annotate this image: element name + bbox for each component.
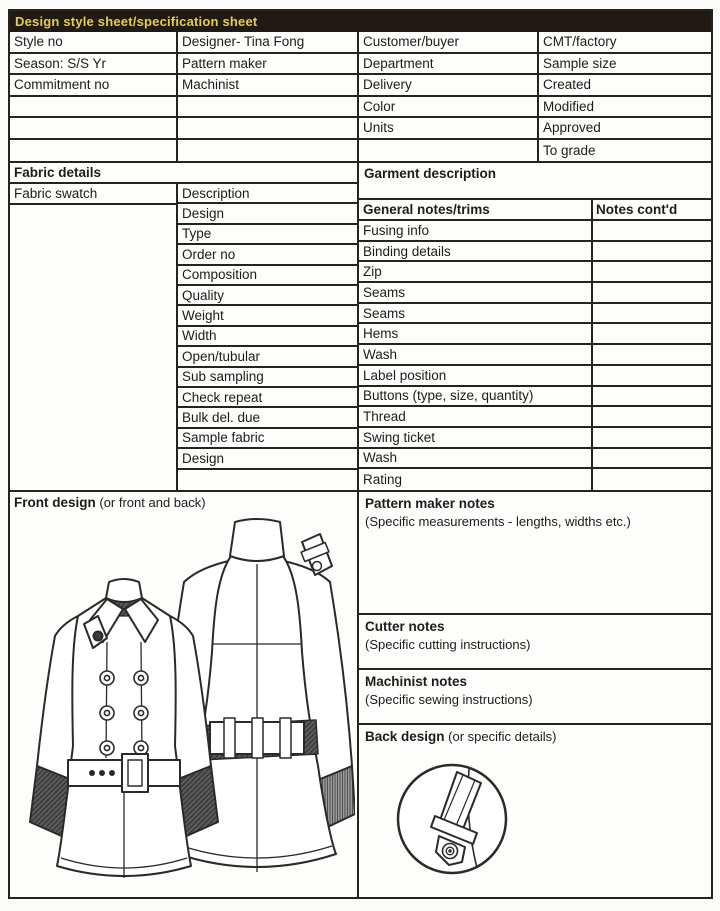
notes-row-label: Binding details	[359, 242, 593, 261]
fabric-row: Sub sampling	[178, 368, 357, 388]
fabric-row: Type	[178, 225, 357, 245]
machinist-notes-title: Machinist notes	[365, 674, 468, 689]
info-cell-empty	[10, 118, 178, 140]
sheet-title: Design style sheet/specification sheet	[10, 11, 711, 32]
pattern-maker-notes-subtitle: (Specific measurements - lengths, widths etc.)	[365, 514, 631, 530]
notes-row-label: Wash	[359, 449, 593, 468]
garment-description-header: Garment description	[359, 163, 711, 200]
cell-sample-size: Sample size	[539, 54, 711, 76]
fabric-row: Weight	[178, 306, 357, 326]
cell-color: Color	[359, 97, 539, 119]
notes-row	[359, 283, 711, 304]
coat-flat-drawing	[14, 514, 355, 894]
info-cell-empty	[10, 140, 178, 162]
notes-contd-cell	[593, 324, 711, 343]
general-notes-header: General notes/trims	[359, 200, 593, 219]
notes-contd-cell	[593, 387, 711, 406]
pattern-maker-notes-title: Pattern maker notes	[365, 496, 495, 511]
fabric-row: Description	[178, 184, 357, 204]
notes-contd-cell	[593, 304, 711, 323]
notes-row	[359, 407, 711, 428]
cell-approved: Approved	[539, 118, 711, 140]
notes-row	[359, 449, 711, 470]
fabric-row: Design	[178, 204, 357, 224]
fabric-details-section	[10, 163, 359, 490]
notes-contd-cell	[593, 428, 711, 447]
notes-row-label: Seams	[359, 283, 593, 302]
garment-section	[359, 163, 711, 490]
fabric-row: Sample fabric	[178, 429, 357, 449]
notes-row-label: Hems	[359, 324, 593, 343]
notes-row	[359, 262, 711, 283]
notes-row-label: Zip	[359, 262, 593, 281]
cell-pattern-maker: Pattern maker	[178, 54, 359, 76]
cell-machinist: Machinist	[178, 75, 359, 97]
cell-department: Department	[359, 54, 539, 76]
notes-row	[359, 304, 711, 325]
cell-season: Season: S/S Yr	[10, 54, 178, 76]
notes-contd-cell	[593, 407, 711, 426]
fabric-attribute-list	[178, 184, 357, 490]
notes-row	[359, 221, 711, 242]
notes-row	[359, 345, 711, 366]
fabric-row: Design	[178, 449, 357, 469]
back-design-section	[359, 725, 711, 897]
notes-row-label: Buttons (type, size, quantity)	[359, 387, 593, 406]
cutter-notes-section	[359, 615, 711, 670]
notes-row	[359, 428, 711, 449]
notes-row	[359, 469, 711, 490]
front-design-title: Front design	[14, 495, 96, 510]
fabric-row: Bulk del. due	[178, 408, 357, 428]
fabric-swatch-area	[10, 205, 176, 490]
fabric-row: Open/tubular	[178, 347, 357, 367]
fabric-row: Quality	[178, 286, 357, 306]
cell-commitment-no: Commitment no	[10, 75, 178, 97]
cell-to-grade: To grade	[543, 142, 596, 158]
cutter-notes-title: Cutter notes	[365, 619, 445, 634]
cutter-notes-subtitle: (Specific cutting instructions)	[365, 637, 531, 653]
notes-row-label: Thread	[359, 407, 593, 426]
fabric-swatch-label: Fabric swatch	[10, 184, 176, 205]
fabric-row: Composition	[178, 266, 357, 286]
pattern-maker-notes-section	[359, 492, 711, 615]
notes-contd-cell	[593, 221, 711, 240]
cell-customer-buyer: Customer/buyer	[359, 32, 539, 54]
cell-modified: Modified	[539, 97, 711, 119]
fabric-details-header: Fabric details	[10, 163, 357, 184]
machinist-notes-section	[359, 670, 711, 725]
notes-contd-cell	[593, 283, 711, 302]
notes-row-label: Rating	[359, 469, 593, 490]
info-cell-empty	[178, 140, 359, 162]
cell-created: Created	[539, 75, 711, 97]
general-notes-list	[359, 221, 711, 490]
info-cell-empty	[178, 118, 359, 140]
info-cell-empty	[10, 97, 178, 119]
notes-row	[359, 366, 711, 387]
cell-designer: Designer- Tina Fong	[178, 32, 359, 54]
back-detail-drawing	[393, 760, 511, 878]
machinist-notes-subtitle: (Specific sewing instructions)	[365, 692, 533, 708]
notes-row-label: Wash	[359, 345, 593, 364]
cell-style-no: Style no	[10, 32, 178, 54]
back-design-title: Back design	[365, 729, 445, 744]
back-design-subtitle: (or specific details)	[444, 729, 557, 744]
notes-contd-cell	[593, 262, 711, 281]
notes-contd-header: Notes cont'd	[596, 202, 678, 217]
fabric-row: Check repeat	[178, 388, 357, 408]
fabric-row: Order no	[178, 245, 357, 265]
notes-contd-cell	[593, 242, 711, 261]
fabric-row	[178, 470, 357, 490]
notes-row	[359, 324, 711, 345]
cell-delivery: Delivery	[359, 75, 539, 97]
notes-contd-cell	[593, 449, 711, 468]
front-design-subtitle: (or front and back)	[95, 495, 206, 510]
info-cell-empty	[359, 140, 539, 162]
notes-contd-cell	[593, 366, 711, 385]
notes-contd-cell	[593, 345, 711, 364]
notes-row-label: Fusing info	[359, 221, 593, 240]
info-grid	[10, 32, 711, 163]
info-cell-empty	[178, 97, 359, 119]
notes-row	[359, 387, 711, 408]
cell-units: Units	[359, 118, 539, 140]
notes-row-label: Label position	[359, 366, 593, 385]
cell-cmt-factory: CMT/factory	[539, 32, 711, 54]
notes-contd-cell	[593, 469, 711, 490]
notes-row-label: Seams	[359, 304, 593, 323]
notes-row	[359, 242, 711, 263]
spec-sheet	[8, 9, 713, 899]
fabric-row: Width	[178, 327, 357, 347]
notes-row-label: Swing ticket	[359, 428, 593, 447]
front-design-section	[10, 492, 359, 897]
